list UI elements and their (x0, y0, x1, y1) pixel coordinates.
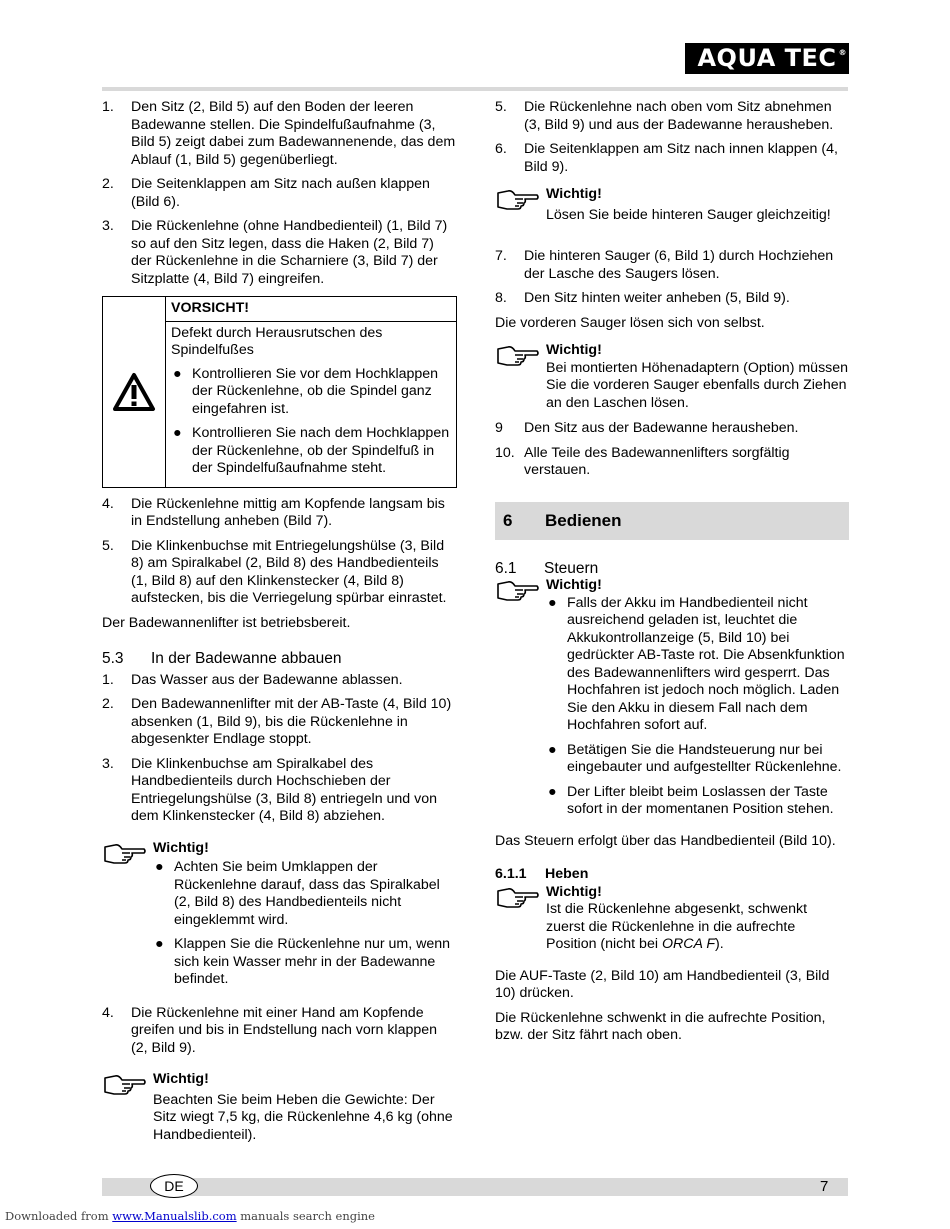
note-box (495, 884, 849, 954)
status-text: Der Badewannenlifter ist betriebsbereit. (102, 614, 351, 631)
list-item: 4. Die Rückenlehne mit einer Hand am Kopfende greifen und bis in Endstellung nach vorn klappen (2, Bild 9). (102, 1004, 438, 1056)
list-item: 3. Die Rückenlehne (ohne Handbedienteil) (1, Bild 7) so auf den Sitz legen, dass die Haken (2, Bild 7) der Rückenlehne in die Scharniere (3, Bild 7) der Sitzplatte (4, Bild 7) eingreifen. (102, 218, 448, 287)
note-text: Bei montierten Höhenadaptern (Option) müssen Sie die vorderen Sauger ebenfalls durch Ziehen an den Laschen lösen. (546, 359, 849, 411)
list-item: 2. Die Seitenklappen am Sitz nach außen klappen (Bild 6). (102, 176, 430, 210)
pointing-hand-icon (495, 577, 539, 603)
list-item: 1. Das Wasser aus der Badewanne ablassen. (102, 671, 403, 688)
chapter-heading: 6 Bedienen (495, 502, 849, 540)
section-heading: 6.1 Steuern (495, 559, 599, 577)
list-item: 3. Die Klinkenbuchse am Spiralkabel des Handbedienteils durch Hochschieben der Entriegelungshülse (3, Bild 8) entriegeln und von dem Klinkenstecker (4, Bild 8) abziehen. (102, 755, 438, 824)
aquatec-logo: AQUA TEC ® (685, 43, 849, 74)
caution-bullet: ● Kontrollieren Sie nach dem Hochklappen der Rückenlehne, ob der Spindelfuß in der Spindelfußaufnahme steht. (173, 425, 450, 476)
list-item: 9 Den Sitz aus der Badewanne herausheben. (495, 420, 799, 436)
warning-triangle-icon (103, 297, 166, 487)
note-title: Wichtig! (546, 186, 602, 202)
note-box (495, 342, 849, 412)
list-item: 10. Alle Teile des Badewannenlifters sorgfältig verstauen. (495, 444, 790, 478)
note-text: Beachten Sie beim Heben die Gewichte: Der Sitz wiegt 7,5 kg, die Rückenlehne 4,6 kg (ohne Handbedienteil). (153, 1091, 453, 1143)
section-heading: 5.3 In der Badewanne abbauen (102, 650, 342, 667)
info-text: Das Steuern erfolgt über das Handbedienteil (Bild 10). (495, 832, 836, 849)
manualslib-link[interactable]: www.Manualslib.com (112, 1209, 237, 1223)
caution-box (102, 296, 457, 488)
pointing-hand-icon (102, 840, 146, 866)
note-bullet: ● Betätigen Sie die Handsteuerung nur bei eingebauter und aufgestellter Rückenlehne. (548, 741, 842, 775)
note-box (102, 840, 457, 989)
note-bullet: ● Achten Sie beim Umklappen der Rückenlehne darauf, dass das Spiralkabel (2, Bild 8) des Handbedienteils nicht eingeklemmt wird. (155, 859, 440, 928)
pointing-hand-icon (495, 884, 539, 910)
page-number: 7 (820, 1178, 829, 1195)
note-box (495, 186, 849, 224)
note-bullet: ● Klappen Sie die Rückenlehne nur um, wenn sich kein Wasser mehr in der Badewanne befindet. (155, 936, 451, 987)
language-badge: DE (150, 1174, 198, 1198)
info-text: Die AUF-Taste (2, Bild 10) am Handbedienteil (3, Bild 10) drücken. (495, 967, 830, 1001)
download-note: Downloaded from www.Manualslib.com manuals search engine (5, 1209, 375, 1223)
note-bullet: ● Der Lifter bleibt beim Loslassen der Taste sofort in der momentanen Position stehen. (548, 783, 834, 817)
info-text: Die Rückenlehne schwenkt in die aufrechte Position, bzw. der Sitz fährt nach oben. (495, 1009, 826, 1043)
note-title: Wichtig! (153, 1071, 209, 1087)
pointing-hand-icon (495, 342, 539, 368)
header-rule (102, 87, 848, 91)
list-item: 5. Die Rückenlehne nach oben vom Sitz abnehmen (3, Bild 9) und aus der Badewanne herausheben. (495, 99, 834, 133)
list-item: 1. Den Sitz (2, Bild 5) auf den Boden der leeren Badewanne stellen. Die Spindelfußaufnahme (3, Bild 5) zeigt dabei zum Badewannenende, das dem Ablauf (1, Bild 5) gegenüberliegt. (102, 99, 456, 168)
note-title: Wichtig! (546, 577, 602, 593)
left-column (102, 99, 457, 1152)
note-text: Ist die Rückenlehne abgesenkt, schwenkt zuerst die Rückenlehne in die aufrechte Position (nicht bei ORCA F). (546, 901, 808, 952)
note-title: Wichtig! (546, 342, 602, 358)
subsection-heading: 6.1.1 Heben (495, 866, 589, 882)
note-box (495, 577, 849, 819)
note-title: Wichtig! (546, 883, 602, 900)
caution-title: VORSICHT! (166, 297, 456, 322)
info-text: Die vorderen Sauger lösen sich von selbst. (495, 314, 765, 331)
pointing-hand-icon (495, 186, 539, 212)
list-item: 5. Die Klinkenbuchse mit Entriegelungshülse (3, Bild 8) am Spiralkabel (2, Bild 8) des Handbedienteils (1, Bild 8) auf den Klinkenstecker (4, Bild 8) aufstecken, bis die Verriegelung spürbar einrastet. (102, 537, 447, 606)
note-text: Lösen Sie beide hinteren Sauger gleichzeitig! (546, 206, 831, 223)
pointing-hand-icon (102, 1071, 146, 1097)
list-item: 7. Die hinteren Sauger (6, Bild 1) durch Hochziehen der Lasche des Saugers lösen. (495, 248, 834, 282)
list-item: 8. Den Sitz hinten weiter anheben (5, Bild 9). (495, 290, 790, 306)
right-column (495, 99, 849, 1052)
list-item: 2. Den Badewannenlifter mit der AB-Taste (4, Bild 10) absenken (1, Bild 9), bis die Rückenlehne in abgesenkter Endlage stoppt. (102, 696, 452, 747)
list-item: 6. Die Seitenklappen am Sitz nach innen klappen (4, Bild 9). (495, 141, 838, 175)
caution-text: Defekt durch Herausrutschen des Spindelfußes (171, 324, 383, 358)
caution-bullet: ● Kontrollieren Sie vor dem Hochklappen der Rückenlehne, ob die Spindel ganz eingefahren ist. (173, 365, 439, 417)
note-box (102, 1071, 457, 1144)
note-title: Wichtig! (153, 839, 209, 856)
footer-bar (102, 1178, 848, 1196)
note-bullet: ● Falls der Akku im Handbedienteil nicht ausreichend geladen ist, leuchtet die Akkukontrollanzeige (5, Bild 10) bei gedrückter AB-Taste rot. Die Absenkfunktion des Badewannenlifters wird gesperrt. Das Hochfahren ist jedoch noch möglich. Laden Sie den Akku in diesem Fall nach dem Hochfahren sofort auf. (548, 594, 845, 733)
list-item: 4. Die Rückenlehne mittig am Kopfende langsam bis in Endstellung anheben (Bild 7). (102, 495, 445, 529)
